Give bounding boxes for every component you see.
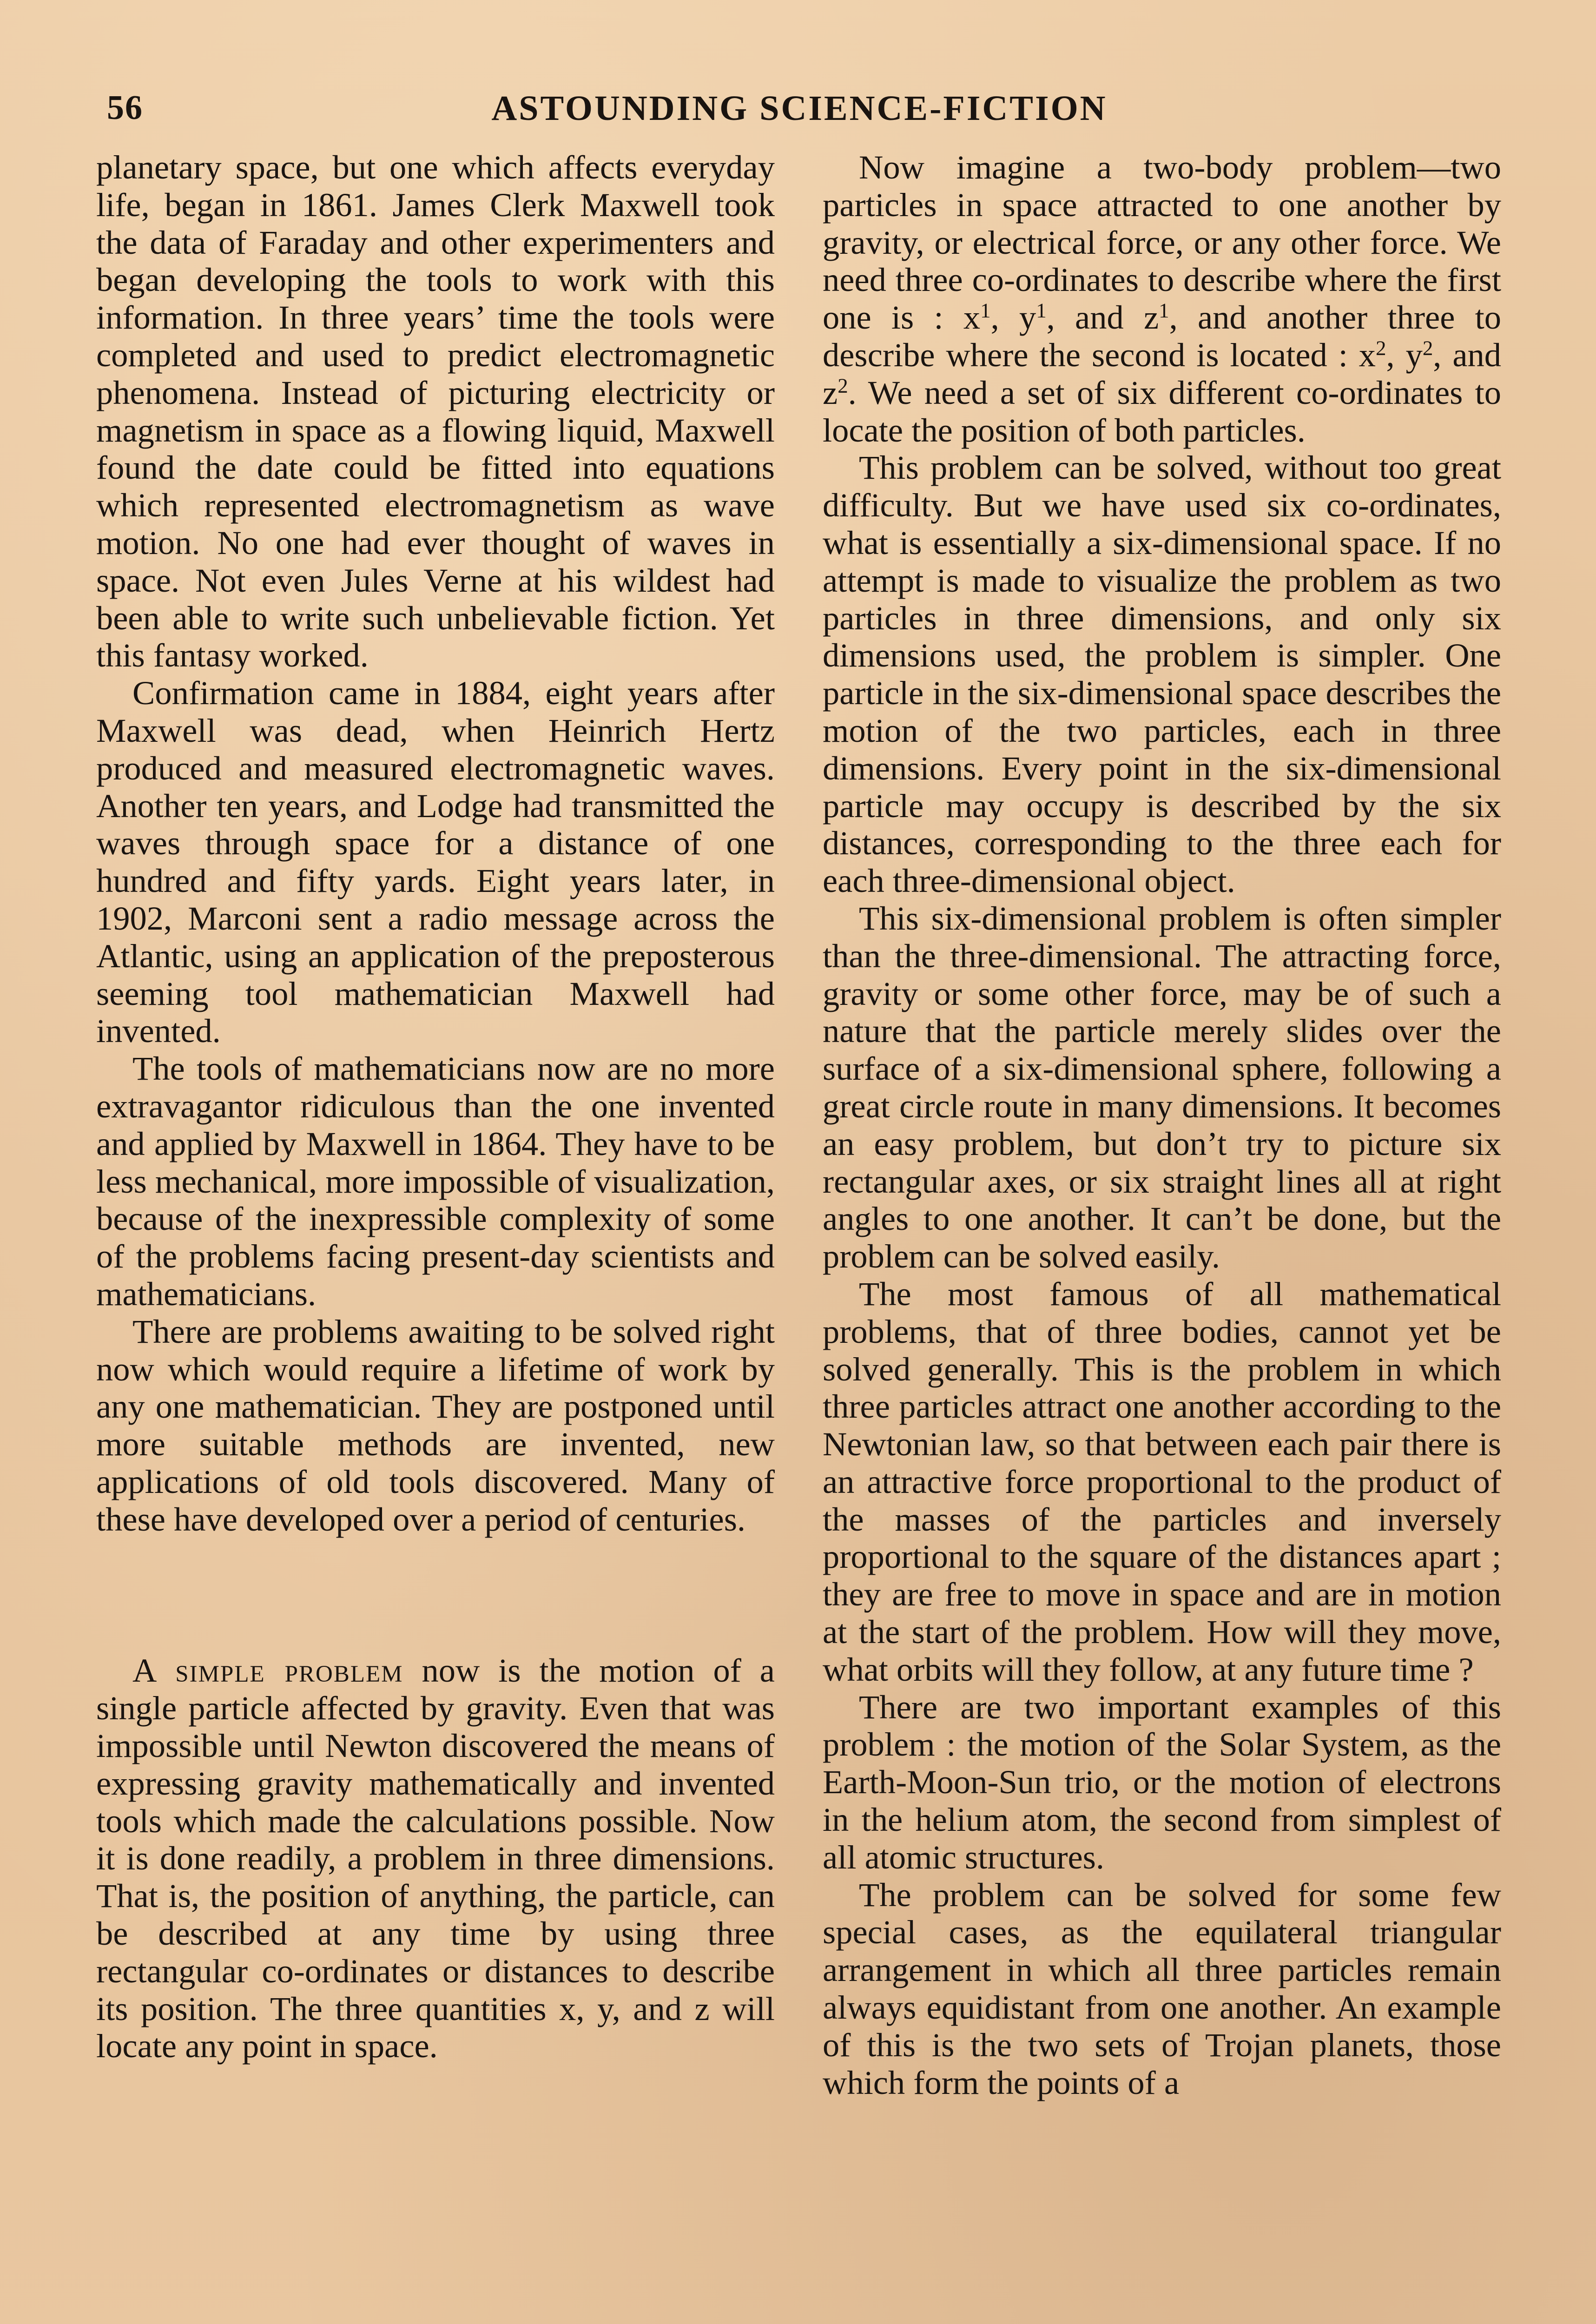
paragraph: This six-dimensional problem is often simpler than the three-dimensional. The attracting force, gravity or some other force, may be of such a nature that the particle merely slides over the surface of a six-dimensional sphere, following a great circle route in many dimensions. It becomes an easy problem, but don’t try to picture six rectangular axes, or six straight lines all at right angles to one another. It can’t be done, but the problem can be solved easily. bbox=[823, 899, 1501, 1275]
section-break bbox=[96, 1538, 775, 1652]
coord-y1: $y^1$ bbox=[1019, 298, 1047, 337]
paragraph-text: , and another three to describe where the second is located : bbox=[823, 298, 1502, 374]
coord-z1: $z^1$ bbox=[1143, 298, 1169, 337]
paragraph: There are two important examples of this problem : the motion of the Solar System, as the Earth-Moon-Sun trio, or the motion of electrons in the helium atom, the second from simplest of all atomic structures. bbox=[823, 1688, 1501, 1876]
right-column bbox=[823, 149, 1501, 2101]
paragraph: This problem can be solved, without too great difficulty. But we have used six co-ordinates, what is essentially a six-dimensional space. If no attempt is made to visualize the problem as two particles in three dimensions, and only six dimensions used, the problem is simpler. One particle in the six-dimensional space describes the motion of the two particles, each in three dimensions. Every point in the six-dimensional particle may occupy is described by the six distances, corresponding to the three each for each three-dimensional object. bbox=[823, 449, 1501, 900]
running-title: ASTOUNDING SCIENCE-FICTION bbox=[491, 89, 1108, 128]
section-opening-paragraph bbox=[96, 1652, 775, 2065]
paragraph: Confirmation came in 1884, eight years after Maxwell was dead, when Heinrich Hertz produced and measured electromagnetic waves. Another ten years, and Lodge had transmitted the waves through space for a distance of one hundred and fifty yards. Eight years later, in 1902, Marconi sent a radio message across the Atlantic, using an application of the preposterous seeming tool mathematician Maxwell had invented. bbox=[96, 674, 775, 1050]
paragraph: planetary space, but one which affects everyday life, began in 1861. James Clerk Maxwell took the data of Faraday and other experimenters and began developing the tools to work with this information. In three years’ time the tools were completed and used to predict electromagnetic phenomena. Instead of picturing electricity or magnetism in space as a flowing liquid, Maxwell found the date could be fitted into equations which represented electromagnetism as wave motion. No one had ever thought of waves in space. Not even Jules Verne at his wildest had been able to write such unbelievable fiction. Yet this fantasy worked. bbox=[96, 148, 775, 674]
paragraph: The tools of mathematicians now are no more extravagantor ridiculous than the one invented and applied by Maxwell in 1864. They have to be less mechanical, more impossible of visualization, because of the inexpressible complexity of some of the problems facing present-day scientists and mathematicians. bbox=[96, 1050, 775, 1313]
page-number: 56 bbox=[107, 89, 143, 127]
page-header bbox=[107, 88, 1492, 139]
section-lead-in: A simple problem bbox=[132, 1651, 403, 1690]
coord-and: and bbox=[1452, 336, 1502, 374]
coord-x2: $x^2$ bbox=[1359, 336, 1386, 374]
paragraph: There are problems awaiting to be solved right now which would require a lifetime of work by any one mathematician. They are postponed until more suitable methods are invented, new applications of old tools discovered. Many of these have developed over a period of centuries. bbox=[96, 1312, 775, 1538]
coord-and: and bbox=[1075, 298, 1124, 337]
paragraph-text: now is the motion of a single particle affected by gravity. Even that was impossible until Newton discovered the means of expressing gravity mathematically and invented tools which made the calculations possible. Now it is done readily, a problem in three dimensions. That is, the position of anything, the particle, can be described at any time by using three rectangular co-ordinates or distances to describe its position. The three quantities x, y, and z will locate any point in space. bbox=[96, 1651, 775, 2065]
coord-z2: $z^2$ bbox=[823, 373, 848, 411]
coord-x1: $x^1$ bbox=[963, 298, 991, 337]
left-column bbox=[96, 149, 775, 2065]
paragraph-text: . We need a set of six different co-ordinates to locate the position of both particles. bbox=[823, 373, 1501, 449]
coord-y2: $y^2$ bbox=[1405, 336, 1433, 374]
paragraph: The problem can be solved for some few special cases, as the equilateral triangular arrangement in which all three particles remain always equidistant from one another. An example of this is the two sets of Trojan planets, those which form the points of a bbox=[823, 1875, 1501, 2101]
paragraph: The most famous of all mathematical problems, that of three bodies, cannot yet be solved generally. This is the problem in which three particles attract one another according to the Newtonian law, so that between each pair there is an attractive force proportional to the product of the masses of the particles and inversely proportional to the square of the distances apart ; they are free to move in space and are in motion at the start of the problem. How will they move, what orbits will they follow, at any future time ? bbox=[823, 1274, 1501, 1688]
paragraph-two-body: Now imagine a two-body problem—two particles in space attracted to one another by gravity, or electrical force, or any other force. We need three co-ordinates to describe where the first one is : $x^1$, $y^1$, and $z^1$, and another three to describe where the second is located : $x^2$, $y^2$, and $z^2$. We need a set of six different co-ordinates to locate the position of both particles. bbox=[823, 148, 1502, 449]
paragraph-text: Now imagine a two-body problem—two particles in space attracted to one another by gravity, or electrical force, or any other force. We need three co-ordinates to describe where the first one is : bbox=[823, 148, 1501, 337]
